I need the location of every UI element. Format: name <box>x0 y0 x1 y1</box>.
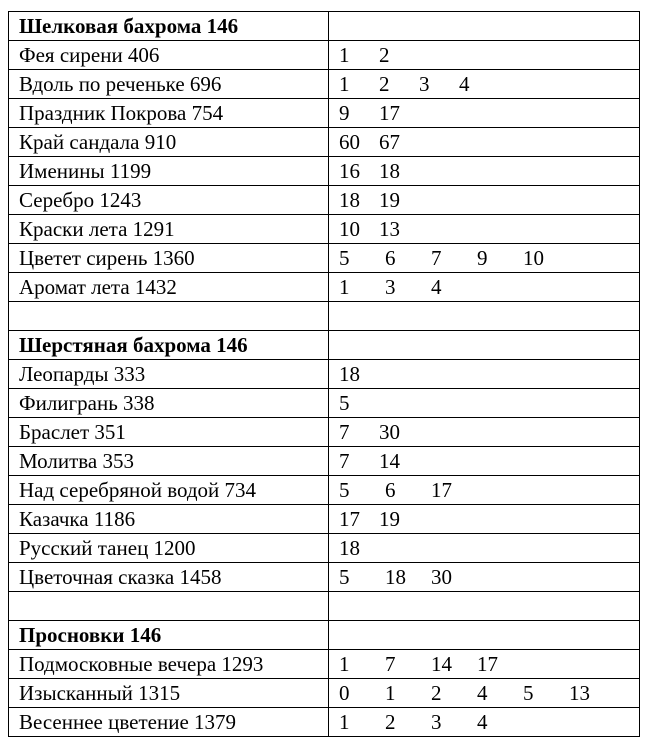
name-cell: Подмосковные вечера 1293 <box>9 650 329 679</box>
name-cell: Браслет 351 <box>9 418 329 447</box>
value-number: 3 <box>419 72 430 96</box>
value-number: 7 <box>339 449 350 473</box>
name-cell: Леопарды 333 <box>9 360 329 389</box>
value-number: 14 <box>431 652 452 676</box>
value-number: 19 <box>379 507 400 531</box>
value-number: 10 <box>339 217 360 241</box>
values-cell <box>329 708 640 737</box>
document-table <box>8 11 640 737</box>
values-cell <box>329 534 640 563</box>
values-cell <box>329 418 640 447</box>
name-cell: Аромат лета 1432 <box>9 273 329 302</box>
name-cell: Именины 1199 <box>9 157 329 186</box>
value-number: 2 <box>431 681 442 705</box>
value-number: 17 <box>339 507 360 531</box>
values-cell <box>329 157 640 186</box>
value-number: 30 <box>379 420 400 444</box>
blank-row <box>9 592 640 621</box>
value-number: 2 <box>379 72 390 96</box>
value-number: 6 <box>385 478 396 502</box>
value-number: 0 <box>339 681 350 705</box>
value-number: 4 <box>459 72 470 96</box>
value-number: 3 <box>385 275 396 299</box>
table-row <box>9 244 640 273</box>
values-cell <box>329 679 640 708</box>
name-cell: Над серебряной водой 734 <box>9 476 329 505</box>
value-number: 14 <box>379 449 400 473</box>
name-cell: Краски лета 1291 <box>9 215 329 244</box>
name-cell: Казачка 1186 <box>9 505 329 534</box>
name-cell: Филигрань 338 <box>9 389 329 418</box>
name-cell: Молитва 353 <box>9 447 329 476</box>
value-number: 18 <box>339 362 360 386</box>
value-number: 1 <box>339 72 350 96</box>
value-number: 2 <box>385 710 396 734</box>
name-cell: Праздник Покрова 754 <box>9 99 329 128</box>
value-number: 13 <box>379 217 400 241</box>
value-number: 7 <box>339 420 350 444</box>
table-row <box>9 563 640 592</box>
table-row <box>9 708 640 737</box>
table-row <box>9 215 640 244</box>
table-row <box>9 41 640 70</box>
table-row <box>9 418 640 447</box>
value-number: 18 <box>379 159 400 183</box>
value-number: 1 <box>339 275 350 299</box>
value-number: 17 <box>431 478 452 502</box>
value-number: 1 <box>339 652 350 676</box>
table-row <box>9 99 640 128</box>
value-number: 6 <box>385 246 396 270</box>
value-number: 18 <box>339 536 360 560</box>
value-number: 9 <box>339 101 350 125</box>
table-body <box>9 12 640 737</box>
name-cell: Край сандала 910 <box>9 128 329 157</box>
table-row <box>9 534 640 563</box>
values-cell <box>329 650 640 679</box>
value-number: 1 <box>339 710 350 734</box>
value-number: 5 <box>339 478 350 502</box>
name-cell: Весеннее цветение 1379 <box>9 708 329 737</box>
values-cell <box>329 128 640 157</box>
value-number: 5 <box>339 391 350 415</box>
name-cell <box>9 592 329 621</box>
section-header-row <box>9 331 640 360</box>
blank-row <box>9 302 640 331</box>
section-title-cell: Шерстяная бахрома 146 <box>9 331 329 360</box>
values-cell <box>329 592 640 621</box>
section-title-cell: Просновки 146 <box>9 621 329 650</box>
table-row <box>9 128 640 157</box>
values-cell <box>329 360 640 389</box>
name-cell: Серебро 1243 <box>9 186 329 215</box>
value-number: 5 <box>339 246 350 270</box>
name-cell: Вдоль по реченьке 696 <box>9 70 329 99</box>
section-header-row <box>9 12 640 41</box>
section-header-row <box>9 621 640 650</box>
name-cell <box>9 302 329 331</box>
name-cell: Фея сирени 406 <box>9 41 329 70</box>
table-row <box>9 157 640 186</box>
value-number: 18 <box>339 188 360 212</box>
section-title-cell: Шелковая бахрома 146 <box>9 12 329 41</box>
value-number: 30 <box>431 565 452 589</box>
value-number: 67 <box>379 130 400 154</box>
table-row <box>9 650 640 679</box>
value-number: 4 <box>431 275 442 299</box>
value-number: 16 <box>339 159 360 183</box>
values-cell <box>329 447 640 476</box>
value-number: 4 <box>477 681 488 705</box>
value-number: 60 <box>339 130 360 154</box>
table-row <box>9 273 640 302</box>
values-cell <box>329 215 640 244</box>
value-number: 4 <box>477 710 488 734</box>
value-number: 9 <box>477 246 488 270</box>
value-number: 7 <box>431 246 442 270</box>
name-cell: Изысканный 1315 <box>9 679 329 708</box>
table-row <box>9 70 640 99</box>
values-cell <box>329 331 640 360</box>
name-cell: Цветочная сказка 1458 <box>9 563 329 592</box>
values-cell <box>329 41 640 70</box>
value-number: 17 <box>379 101 400 125</box>
value-number: 1 <box>339 43 350 67</box>
values-cell <box>329 389 640 418</box>
value-number: 19 <box>379 188 400 212</box>
values-cell <box>329 302 640 331</box>
table-row <box>9 505 640 534</box>
table-row <box>9 186 640 215</box>
table-row <box>9 447 640 476</box>
value-number: 2 <box>379 43 390 67</box>
values-cell <box>329 12 640 41</box>
table-row <box>9 679 640 708</box>
values-cell <box>329 621 640 650</box>
values-cell <box>329 99 640 128</box>
values-cell <box>329 186 640 215</box>
value-number: 18 <box>385 565 406 589</box>
value-number: 5 <box>339 565 350 589</box>
name-cell: Русский танец 1200 <box>9 534 329 563</box>
table-row <box>9 476 640 505</box>
values-cell <box>329 563 640 592</box>
values-cell <box>329 476 640 505</box>
values-cell <box>329 244 640 273</box>
value-number: 10 <box>523 246 544 270</box>
name-cell: Цветет сирень 1360 <box>9 244 329 273</box>
table-row <box>9 389 640 418</box>
value-number: 1 <box>385 681 396 705</box>
value-number: 13 <box>569 681 590 705</box>
value-number: 3 <box>431 710 442 734</box>
values-cell <box>329 505 640 534</box>
values-cell <box>329 273 640 302</box>
values-cell <box>329 70 640 99</box>
value-number: 17 <box>477 652 498 676</box>
table-row <box>9 360 640 389</box>
value-number: 5 <box>523 681 534 705</box>
value-number: 7 <box>385 652 396 676</box>
